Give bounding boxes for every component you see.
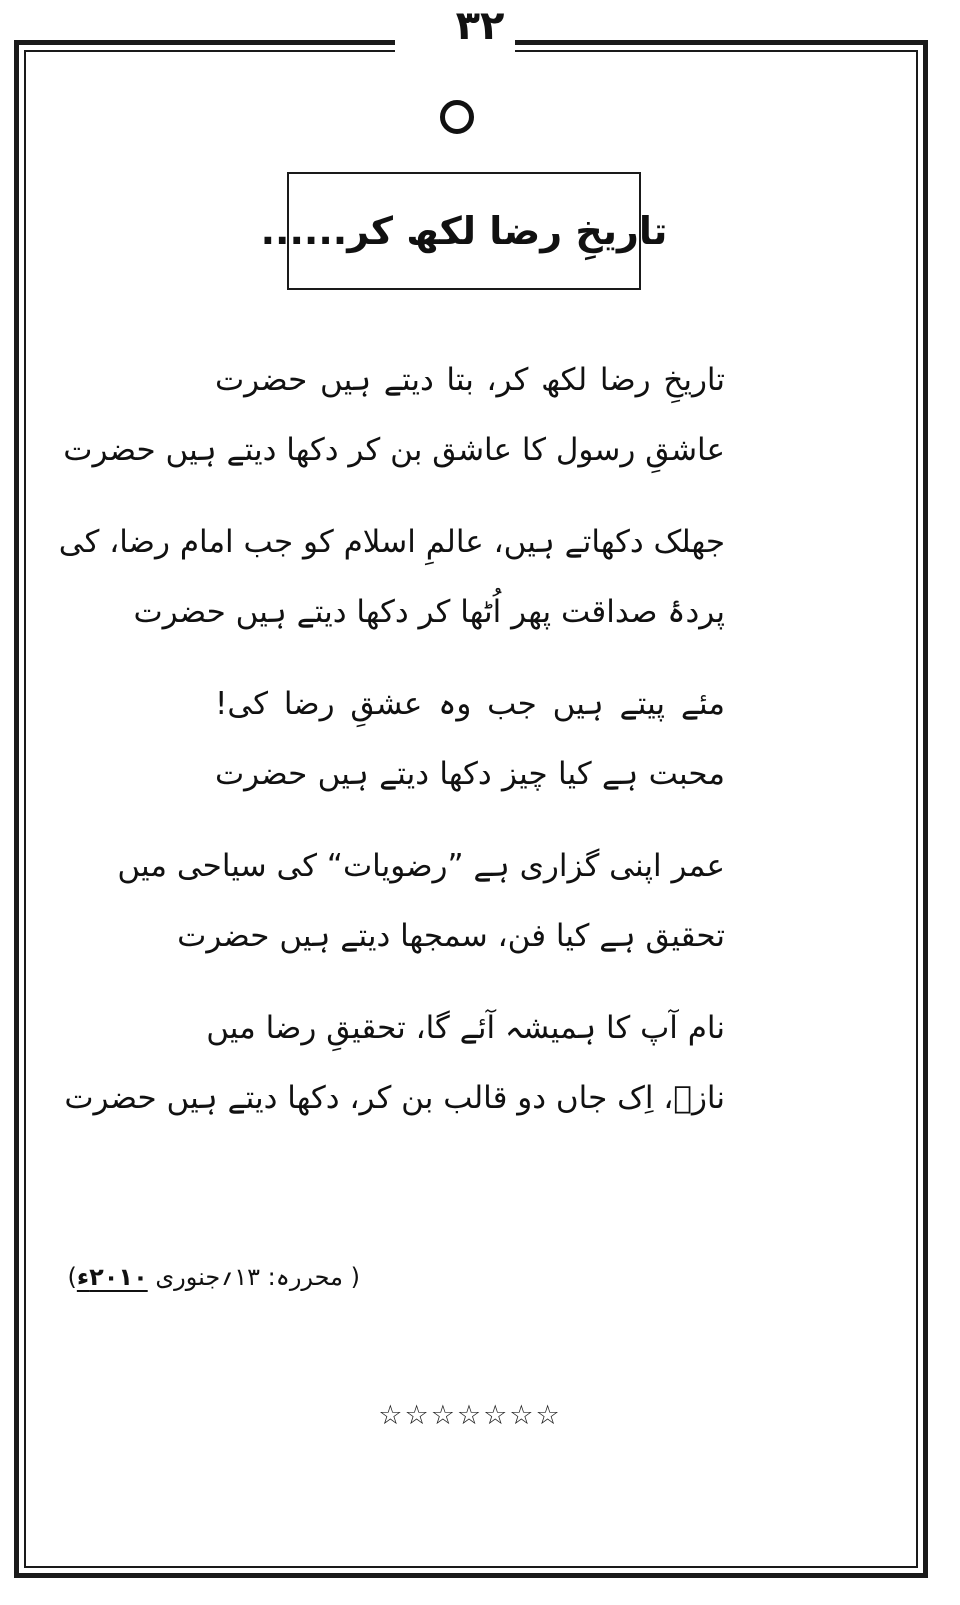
verse-line: عاشقِ رسول کا عاشق بن کر دکھا دیتے ہیں حضرت [63, 432, 725, 468]
stanza [58, 507, 725, 647]
circle-ornament-icon [440, 100, 474, 134]
verse-line: مئے پیتے ہیں جب وہ عشقِ رضا کی! [215, 686, 725, 722]
stanza [63, 345, 725, 485]
verse-line: محبت ہے کیا چیز دکھا دیتے ہیں حضرت [215, 756, 725, 792]
poem-title: تاریخِ رضا لکھ کر...... [260, 209, 668, 253]
verse-line: تاریخِ رضا لکھ کر، بتا دیتے ہیں حضرت [215, 362, 725, 398]
verse-line: عمر اپنی گزاری ہے ”رضویات“ کی سیاحی میں [117, 848, 725, 884]
verse-line: جھلک دکھاتے ہیں، عالمِ اسلام کو جب امام رضا، کی [58, 524, 725, 560]
written-date-note [67, 1263, 360, 1291]
poem-body [58, 345, 725, 1155]
verse-line: نام آپ کا ہمیشہ آئے گا، تحقیقِ رضا میں [206, 1010, 725, 1046]
date-note-open: ( محررہ: ۱۳؍جنوری [147, 1263, 360, 1291]
verse-line: تحقیق ہے کیا فن، سمجھا دیتے ہیں حضرت [177, 918, 725, 954]
date-note-close: ) [67, 1263, 77, 1291]
stanza [64, 993, 725, 1133]
title-box [260, 172, 668, 290]
page-number: ۳۲ [455, 3, 505, 49]
verse-line: پردۂ صداقت پھر اُٹھا کر دکھا دیتے ہیں حضرت [133, 594, 725, 630]
star-divider: ☆☆☆☆☆☆☆ [378, 1400, 562, 1431]
stanza [117, 831, 725, 971]
stanza [215, 669, 725, 809]
date-note-year: ۲۰۱۰ء [76, 1263, 148, 1291]
verse-line: نازؔ، اِک جاں دو قالب بن کر، دکھا دیتے ہیں حضرت [64, 1080, 725, 1116]
